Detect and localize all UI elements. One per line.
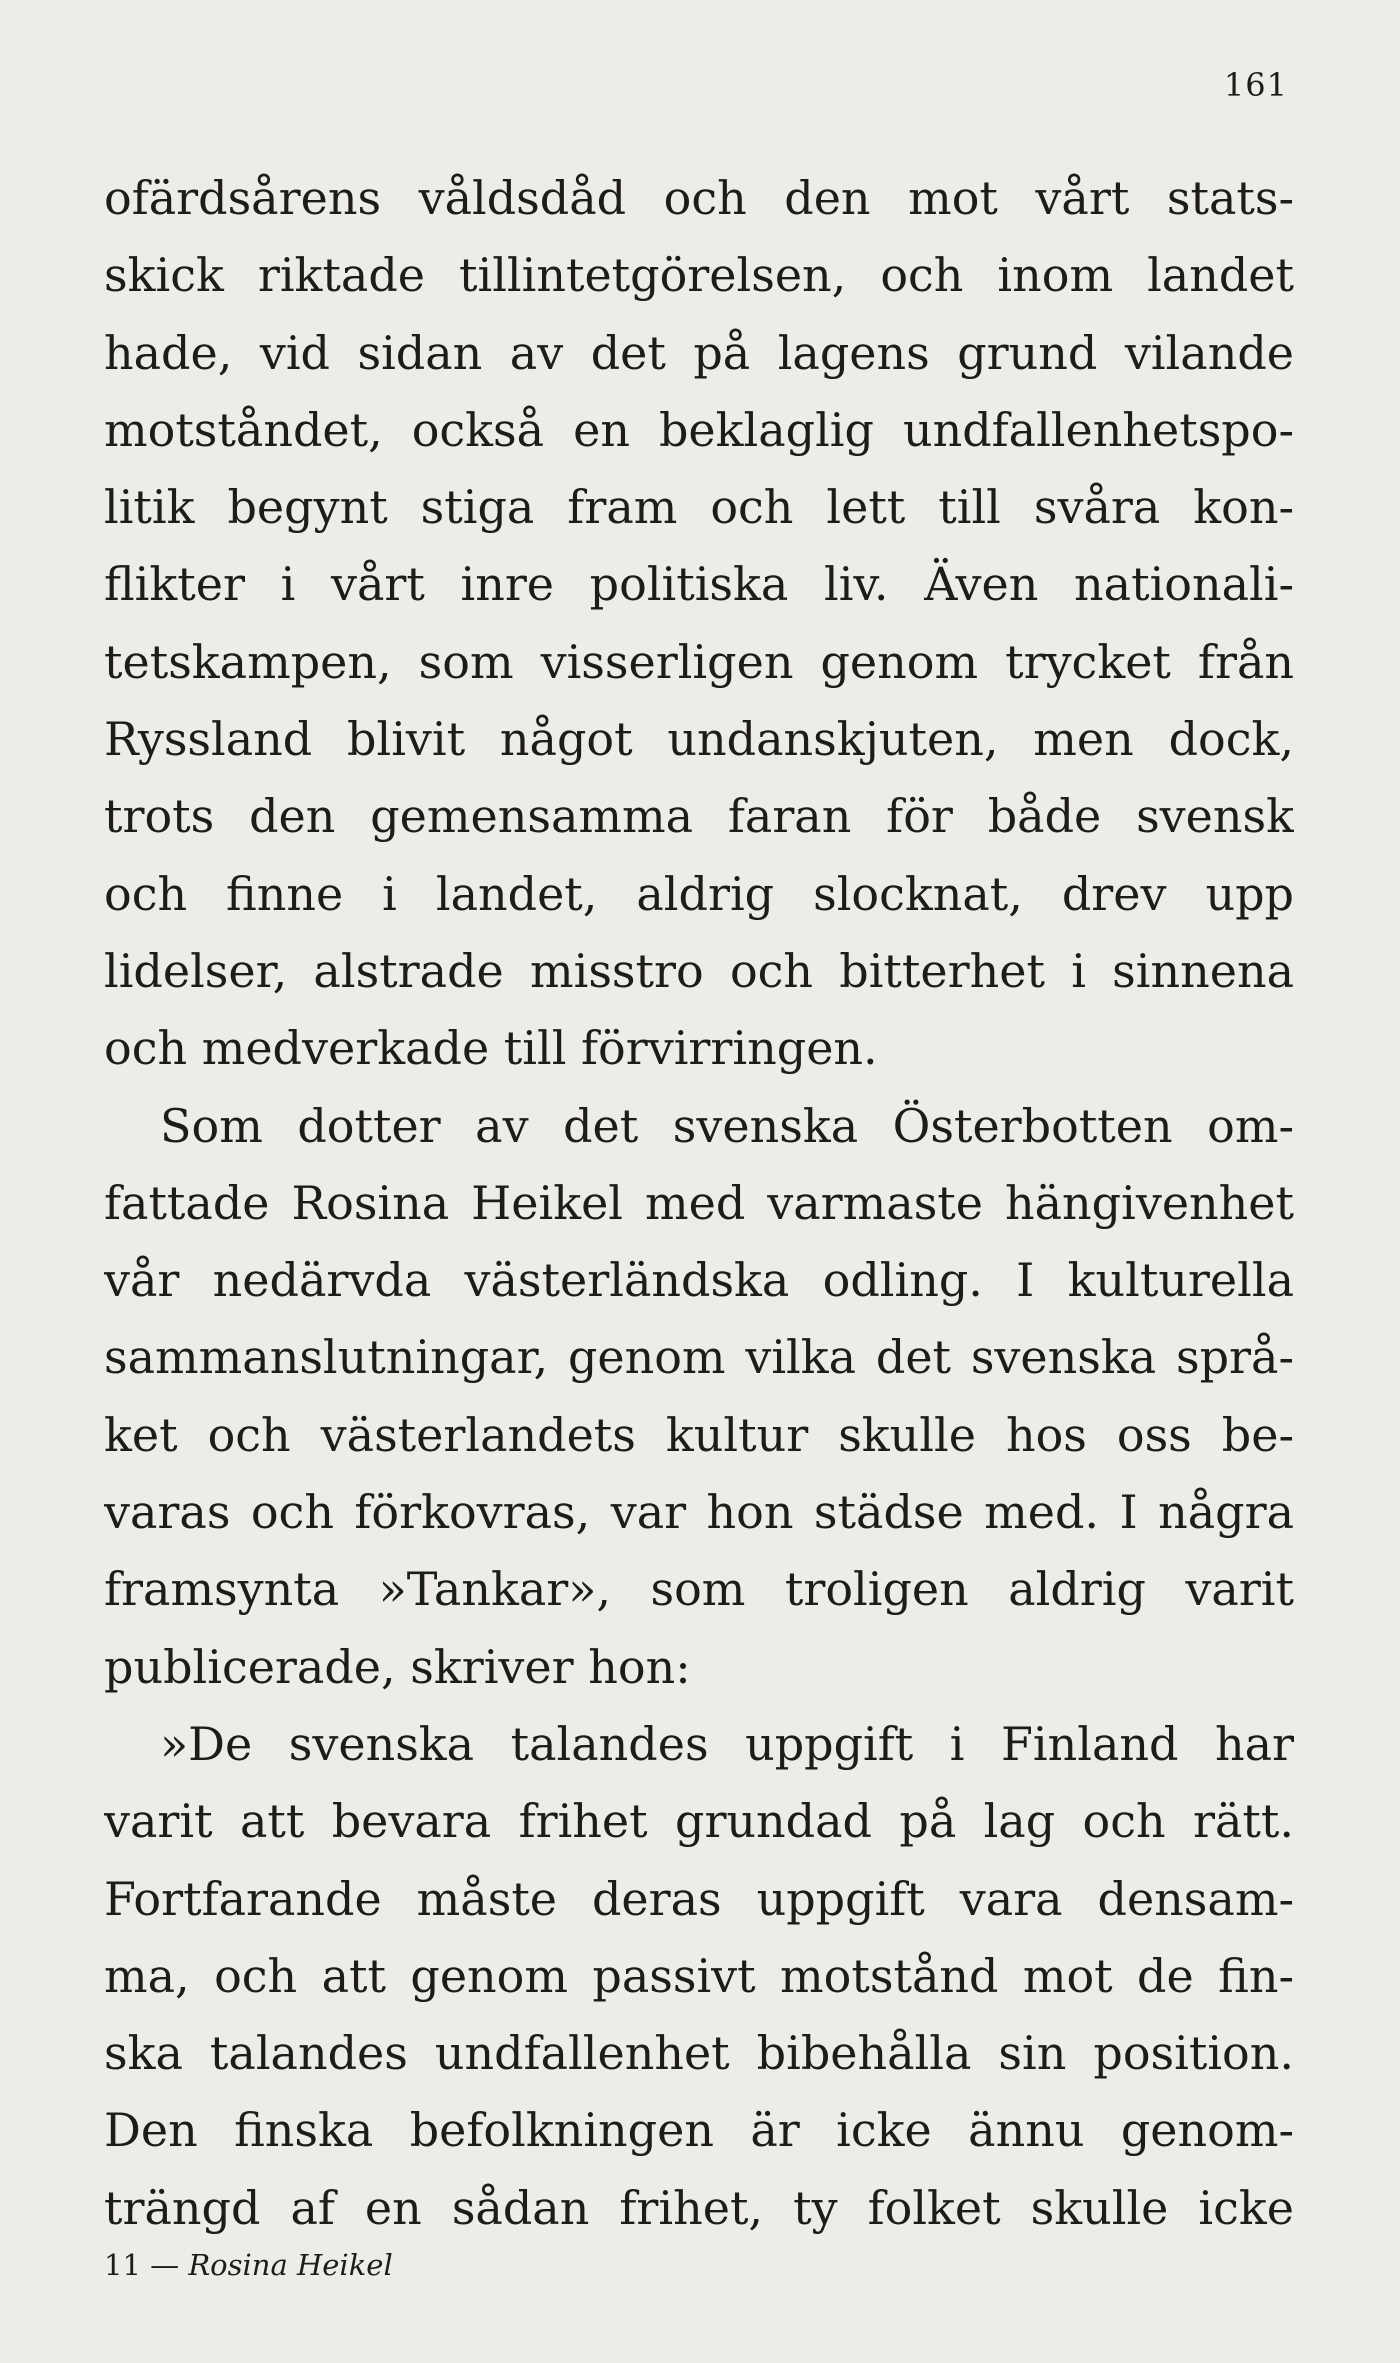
page-number: 161: [1223, 66, 1288, 104]
text-line: framsynta »Tankar», som troligen aldrig varit: [104, 1562, 1294, 1617]
text-line: fattade Rosina Heikel med varmaste hängivenhet: [104, 1175, 1294, 1230]
text-line: motståndet, också en beklaglig undfallenhetspo-: [104, 402, 1294, 457]
text-line: Fortfarande måste deras uppgift vara densam-: [104, 1871, 1294, 1926]
body-text: [104, 160, 1294, 2247]
text-line: ket och västerlandets kultur skulle hos oss be-: [104, 1407, 1294, 1462]
text-line: ska talandes undfallenhet bibehålla sin position.: [104, 2026, 1294, 2081]
text-line: lidelser, alstrade misstro och bitterhet i sinnena: [104, 943, 1294, 998]
text-line: tetskampen, som visserligen genom trycket från: [104, 634, 1294, 689]
text-line: litik begynt stiga fram och lett till svåra kon-: [104, 480, 1294, 535]
text-line: vår nedärvda västerländska odling. I kulturella: [104, 1253, 1294, 1308]
text-line: »De svenska talandes uppgift i Finland har: [160, 1716, 1294, 1771]
text-line: trängd af en sådan frihet, ty folket skulle icke: [104, 2180, 1294, 2235]
text-line: publicerade, skriver hon:: [104, 1639, 691, 1694]
text-line: ma, och att genom passivt motstånd mot de fin-: [104, 1948, 1294, 2003]
text-line: sammanslutningar, genom vilka det svenska språ-: [104, 1330, 1294, 1385]
text-line: varas och förkovras, var hon städse med. I några: [104, 1485, 1294, 1540]
text-line: skick riktade tillintetgörelsen, och inom landet: [104, 248, 1294, 303]
sheet-number: 11: [104, 2248, 141, 2282]
text-line: hade, vid sidan av det på lagens grund vilande: [104, 325, 1294, 380]
footer-signature: Rosina Heikel: [188, 2248, 393, 2282]
text-line: och finne i landet, aldrig slocknat, drev upp: [104, 866, 1294, 921]
text-line: Som dotter av det svenska Österbotten om-: [160, 1098, 1294, 1153]
text-line: Ryssland blivit något undanskjuten, men dock,: [104, 712, 1294, 767]
text-line: varit att bevara frihet grundad på lag och rätt.: [104, 1794, 1294, 1849]
text-line: och medverkade till förvirringen.: [104, 1021, 878, 1076]
signature-footer: [104, 2248, 393, 2282]
text-line: Den finska befolkningen är icke ännu genom-: [104, 2103, 1294, 2158]
text-line: ofärdsårens våldsdåd och den mot vårt stats-: [104, 171, 1294, 225]
footer-dash: —: [150, 2248, 180, 2282]
text-line: trots den gemensamma faran för både svensk: [104, 789, 1294, 844]
text-line: flikter i vårt inre politiska liv. Även nationali-: [104, 557, 1294, 612]
